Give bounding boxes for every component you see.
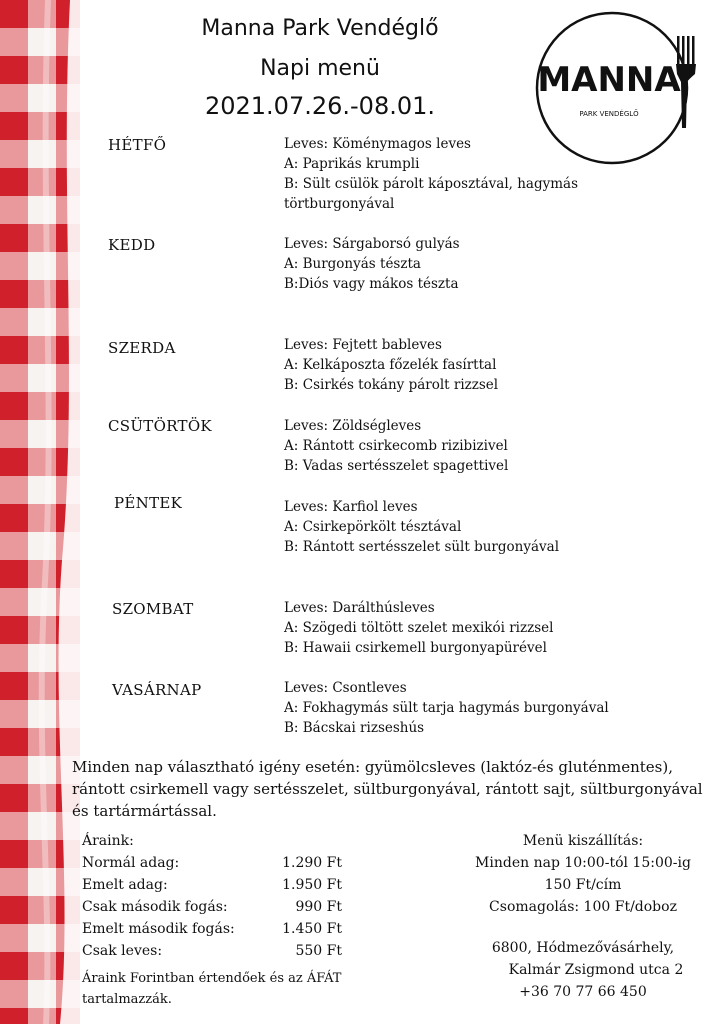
restaurant-name: Manna Park Vendéglő — [201, 16, 439, 41]
price-vat-note: Áraink Forintban értendőek és az ÁFÁT tartalmazzák. — [82, 971, 342, 1007]
menu-item: törtburgonyával — [284, 196, 395, 212]
day-friday: PÉNTEK — [114, 494, 183, 512]
menu-item: A: Burgonyás tészta — [284, 256, 421, 272]
price-row — [82, 940, 342, 962]
phone-number: +36 70 77 66 450 — [519, 984, 647, 1000]
day-thursday: CSÜTÖRTÖK — [108, 417, 212, 435]
day-wednesday: SZERDA — [108, 339, 176, 357]
price-row — [82, 918, 342, 940]
menu-item: B: Bácskai rizseshús — [284, 720, 425, 736]
delivery-info — [452, 830, 714, 918]
price-label: Emelt adag: — [82, 877, 168, 893]
price-row — [82, 874, 342, 896]
address-street: Kalmár Zsigmond utca 2 — [508, 962, 684, 978]
price-label: Normál adag: — [82, 855, 180, 871]
menu-item: A: Rántott csirkecomb rizibizivel — [284, 438, 508, 454]
menu-item: A: Fokhagymás sült tarja hagymás burgonyával — [284, 700, 609, 716]
price-label: Csak második fogás: — [82, 899, 228, 915]
menu-item: Leves: Csontleves — [284, 680, 407, 696]
menu-friday — [284, 497, 559, 557]
menu-subtitle: Napi menü — [260, 56, 380, 81]
price-value: 1.290 Ft — [282, 855, 342, 871]
delivery-fee: 150 Ft/cím — [544, 877, 622, 893]
menu-item: Leves: Sárgaborsó gulyás — [284, 236, 460, 252]
day-saturday: SZOMBAT — [112, 600, 194, 618]
menu-item: A: Kelkáposzta főzelék fasírttal — [284, 357, 497, 373]
menu-monday — [284, 134, 578, 214]
menu-item: Leves: Fejtett bableves — [284, 337, 442, 353]
packaging-fee: Csomagolás: 100 Ft/doboz — [489, 899, 677, 915]
menu-item: A: Szögedi töltött szelet mexikói rizzsel — [284, 620, 554, 636]
logo-wordmark: MANNA — [537, 60, 681, 100]
tablecloth-image — [0, 0, 80, 1024]
logo-tagline: PARK VENDÉGLŐ — [579, 110, 639, 118]
menu-tuesday — [284, 234, 460, 294]
menu-item: B: Vadas sertésszelet spagettivel — [284, 458, 509, 474]
menu-item: Leves: Köménymagos leves — [284, 136, 471, 152]
price-value: 550 Ft — [295, 943, 342, 959]
price-heading: Áraink: — [82, 833, 134, 849]
menu-saturday — [284, 598, 553, 658]
date-range: 2021.07.26.-08.01. — [204, 92, 436, 120]
menu-thursday — [284, 416, 508, 476]
menu-item: B: Sült csülök párolt káposztával, hagymás — [284, 176, 579, 192]
address-block — [452, 937, 714, 1003]
menu-sunday — [284, 678, 609, 738]
price-row — [82, 852, 342, 874]
menu-item: A: Paprikás krumpli — [284, 156, 420, 172]
menu-item: Leves: Karfiol leves — [284, 499, 418, 515]
daily-options-note: Minden nap választható igény esetén: gyümölcsleves (laktóz-és gluténmentes), rántott csirkemell vagy sertésszelet, sültburgonyával, rántott sajt, sültburgonyával és tartármártással. — [72, 758, 703, 820]
day-monday: HÉTFŐ — [108, 136, 167, 154]
delivery-hours: Minden nap 10:00-tól 15:00-ig — [475, 855, 691, 871]
menu-item: Leves: Zöldségleves — [284, 418, 422, 434]
menu-item: B: Csirkés tokány párolt rizzsel — [284, 377, 499, 393]
day-sunday: VASÁRNAP — [112, 681, 202, 699]
menu-item: B: Hawaii csirkemell burgonyapürével — [284, 640, 547, 656]
price-list — [82, 830, 342, 962]
address-city: 6800, Hódmezővásárhely, — [491, 940, 675, 956]
price-label: Csak leves: — [82, 943, 163, 959]
menu-item: Leves: Darálthúsleves — [284, 600, 435, 616]
menu-item: B:Diós vagy mákos tészta — [284, 276, 459, 292]
price-value: 1.950 Ft — [282, 877, 342, 893]
delivery-heading: Menü kiszállítás: — [522, 833, 644, 849]
price-row — [82, 896, 342, 918]
menu-wednesday — [284, 335, 498, 395]
menu-item: B: Rántott sertésszelet sült burgonyával — [284, 539, 560, 555]
menu-item: A: Csirkepörkölt tésztával — [284, 519, 462, 535]
price-value: 990 Ft — [295, 899, 342, 915]
price-label: Emelt második fogás: — [82, 921, 235, 937]
day-tuesday: KEDD — [108, 236, 156, 254]
price-value: 1.450 Ft — [282, 921, 342, 937]
